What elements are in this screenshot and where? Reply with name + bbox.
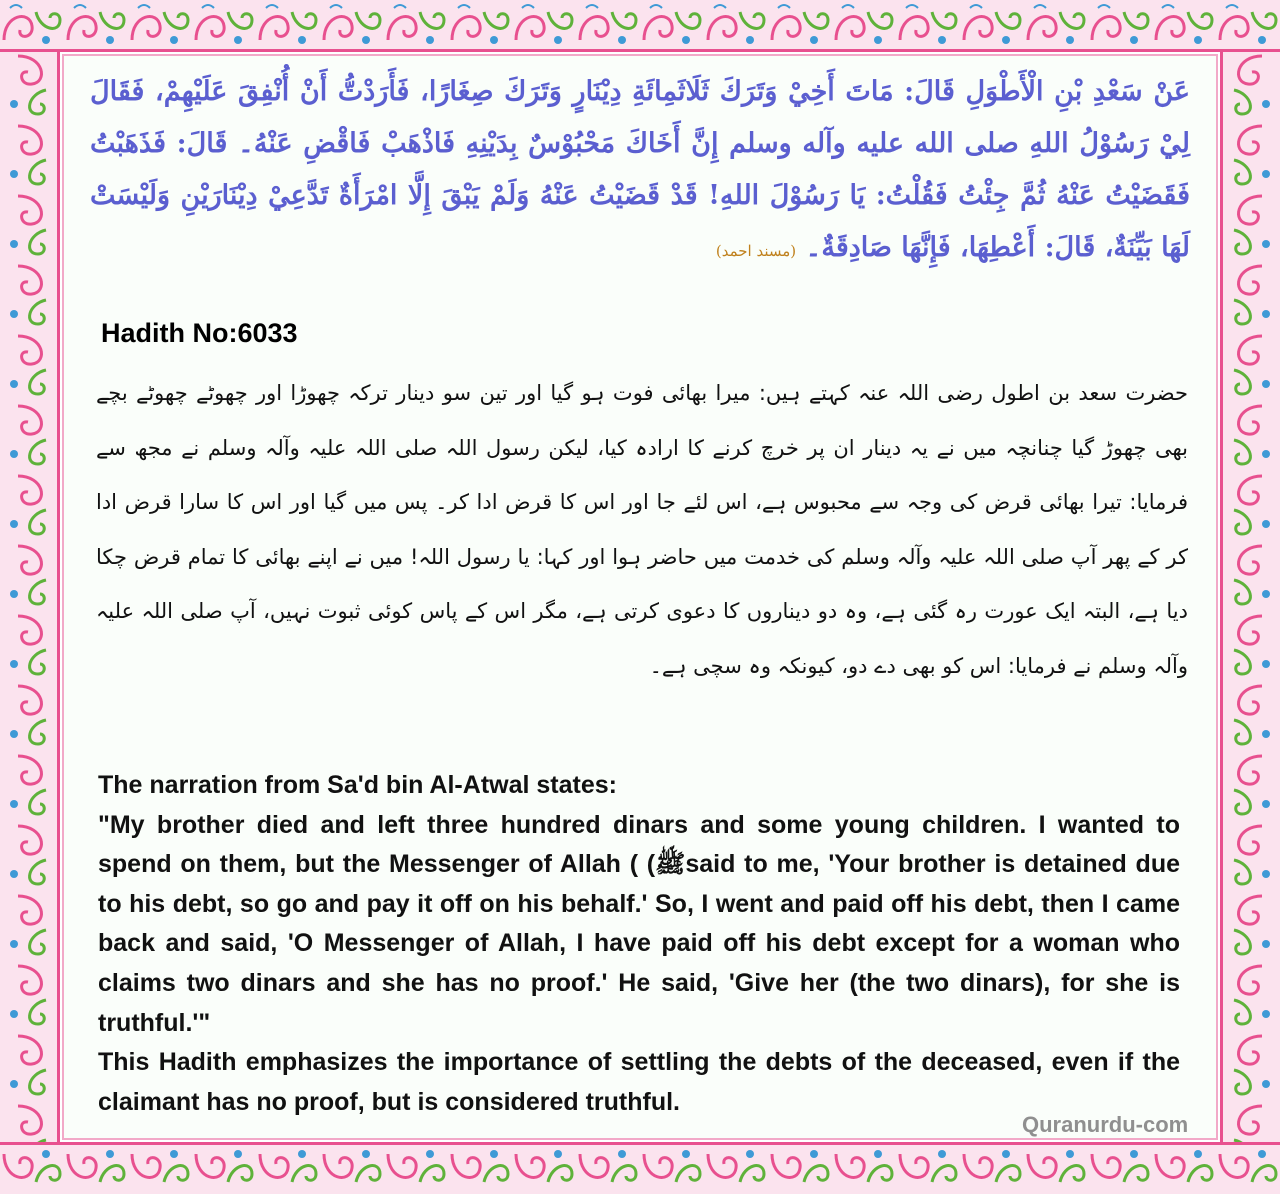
english-intro: The narration from Sa'd bin Al-Atwal states:	[98, 771, 617, 799]
urdu-translation: حضرت سعد بن اطول رضی اللہ عنہ کہتے ہیں: میرا بھائی فوت ہو گیا اور تین سو دینار ترکہ چھوڑا اور چھوٹے چھوٹے بچے بھی چھوڑ گیا چنانچہ میں نے یہ دینار ان پر خرچ کرنے کا ارادہ کیا، لیکن رسول اللہ صلی اللہ علیہ وآلہ وسلم نے مجھ سے فرمایا: تیرا بھائی قرض کی وجہ سے محبوس ہے، اس لئے جا اور اس کا قرض ادا کر۔ پس میں گیا اور اس کا سارا قرض ادا کر کے پھر آپ صلی اللہ علیہ وآلہ وسلم کی خدمت میں حاضر ہوا اور کہا: یا رسول اللہ! میں نے اپنے بھائی کا تمام قرض چکا دیا ہے، البتہ ایک عورت رہ گئی ہے، وہ دو دیناروں کا دعوی کرتی ہے، مگر اس کے پاس کوئی ثبوت نہیں، آپ صلی اللہ علیہ وآلہ وسلم نے فرمایا: اس کو بھی دے دو، کیونکہ وہ سچی ہے۔	[96, 381, 1188, 678]
border-right-ornament	[1220, 52, 1280, 1142]
english-translation	[98, 766, 1180, 1122]
hadith-number: Hadith No:6033	[101, 318, 298, 348]
arabic-text: عَنْ سَعْدِ بْنِ الْأَطْوَلِ قَالَ: مَاتَ أَخِيْ وَتَرَكَ ثَلَاثَمِائَةِ دِيْنَارٍ وَتَرَكَ صِغَارًا، فَأَرَدْتُّ أَنْ أُنْفِقَ عَلَيْهِمْ، فَقَالَ لِيْ رَسُوْلُ اللهِ صلى الله عليه وآله وسلم إِنَّ أَخَاكَ مَحْبُوْسٌ بِدَيْنِهِ فَاذْهَبْ فَاقْضِ عَنْهُ۔ قَالَ: فَذَهَبْتُ فَقَضَيْتُ عَنْهُ ثُمَّ جِئْتُ فَقُلْتُ: يَا رَسُوْلَ اللهِ! قَدْ قَضَيْتُ عَنْهُ وَلَمْ يَبْقَ إِلَّا امْرَأَةٌ تَدَّعِيْ دِيْنَارَيْنِ وَلَيْسَتْ لَهَا بَيِّنَةٌ، قَالَ: أَعْطِهَا، فَإِنَّهَا صَادِقَةٌ۔	[90, 76, 1190, 263]
english-quote: "My brother died and left three hundred dinars and some young children. I wanted to spend on them, but the Messenger of Allah ( (ﷺsaid to me, 'Your brother is detained due to his debt, so go and pay it off on his behalf.' So, I went and paid off his debt, then I came back and said, 'O Messenger of Allah, I have paid off his debt except for a woman who claims two dinars and she has no proof.' He said, 'Give her (the two dinars), for she is truthful.'"	[98, 810, 1180, 1037]
border-left-ornament	[0, 52, 60, 1142]
border-top-ornament	[0, 0, 1280, 52]
arabic-hadith-text	[90, 66, 1190, 277]
arabic-reference: (مسند احمد)	[715, 242, 797, 260]
border-bottom-ornament	[0, 1142, 1280, 1194]
english-note: This Hadith emphasizes the importance of settling the debts of the deceased, even if the claimant has no proof, but is considered truthful.	[98, 1048, 1180, 1116]
site-watermark: Quranurdu-com	[1022, 1112, 1189, 1137]
